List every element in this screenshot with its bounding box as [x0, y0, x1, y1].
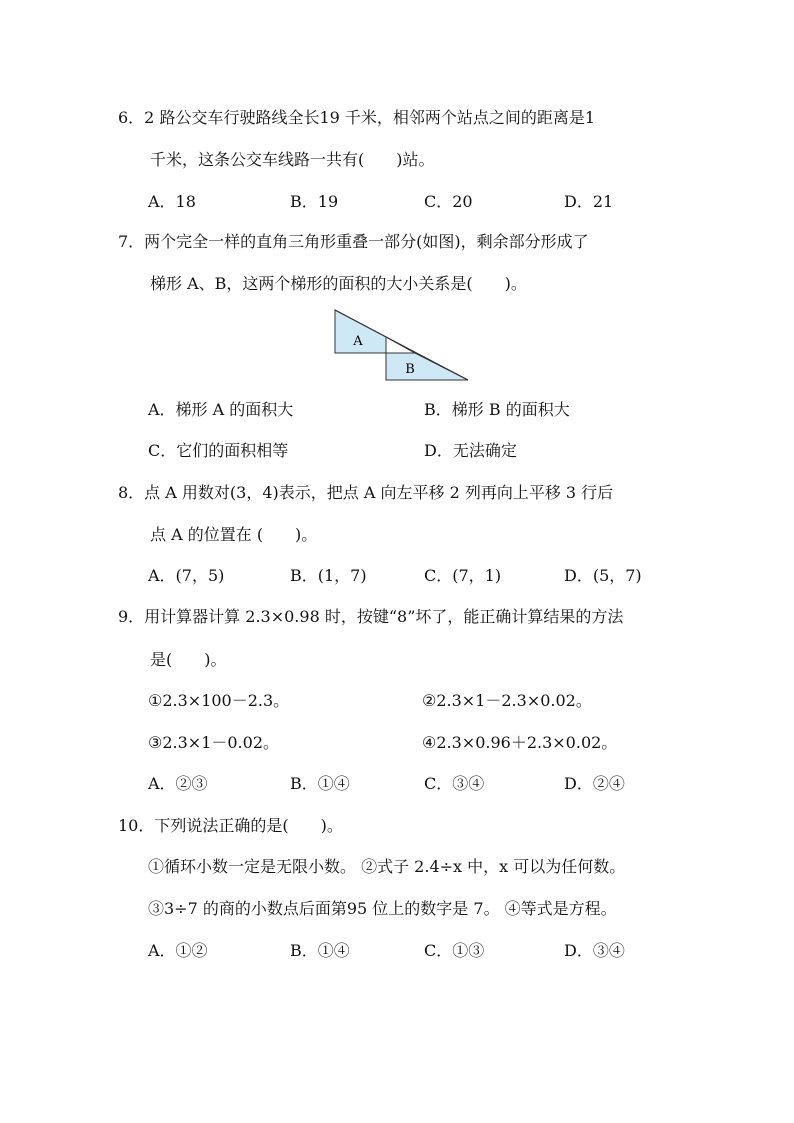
q6-option-d: D．21: [564, 192, 614, 211]
q10-stem-line1: 10．下列说法正确的是( )。: [118, 816, 343, 835]
q9-stem-line1: 9．用计算器计算 2.3×0.98 时，按键“8”坏了，能正确计算结果的方法: [118, 607, 624, 626]
q7-option-b: B．梯形 B 的面积大: [424, 400, 570, 419]
q8-option-b: B．(1，7): [290, 566, 367, 585]
q6-stem-line2: 千米，这条公交车线路一共有( )站。: [150, 150, 435, 169]
trapezoid-b: [386, 353, 468, 380]
q9-option-d: D．②④: [564, 774, 625, 793]
q9-option-c: C．③④: [424, 774, 485, 793]
q6-stem-line1: 6．2 路公交车行驶路线全长19 千米，相邻两个站点之间的距离是1: [118, 108, 596, 127]
q10-option-a: A．①②: [148, 941, 208, 960]
q10-option-b: B．①④: [290, 941, 350, 960]
q8-option-c: C．(7，1): [424, 566, 502, 585]
q9-method-4: ④2.3×0.96＋2.3×0.02。: [422, 733, 618, 752]
q7-stem-line2: 梯形 A、B，这两个梯形的面积的大小关系是( )。: [150, 274, 527, 293]
q10-option-c: C．①③: [424, 941, 485, 960]
q10-statements-line2: ③3÷7 的商的小数点后面第95 位上的数字是 7。 ④等式是方程。: [148, 899, 617, 918]
q10-option-d: D．③④: [564, 941, 625, 960]
q7-option-a: A．梯形 A 的面积大: [148, 400, 294, 419]
q10-statements-line1: ①循环小数一定是无限小数。 ②式子 2.4÷x 中，x 可以为任何数。: [148, 857, 626, 876]
q8-option-d: D．(5，7): [564, 566, 642, 585]
q9-stem-line2: 是( )。: [150, 650, 227, 669]
q9-option-b: B．①④: [290, 774, 350, 793]
q7-option-d: D．无法确定: [424, 441, 517, 460]
trapezoid-b-label: B: [405, 362, 415, 377]
q6-option-b: B．19: [290, 192, 339, 211]
q9-method-3: ③2.3×1－0.02。: [148, 733, 280, 752]
q7-stem-line1: 7．两个完全一样的直角三角形重叠一部分(如图)，剩余部分形成了: [118, 232, 589, 251]
q8-stem-line2: 点 A 的位置在 ( )。: [150, 525, 318, 544]
q9-method-1: ①2.3×100－2.3。: [148, 691, 290, 710]
q9-option-a: A．②③: [148, 774, 208, 793]
q8-option-a: A．(7，5): [148, 566, 225, 585]
q6-option-c: C．20: [424, 192, 473, 211]
overlapping-triangles-figure: [334, 309, 472, 383]
q9-method-2: ②2.3×1－2.3×0.02。: [422, 691, 592, 710]
q8-stem-line1: 8．点 A 用数对(3，4)表示，把点 A 向左平移 2 列再向上平移 3 行后: [118, 483, 614, 502]
q7-option-c: C．它们的面积相等: [148, 441, 289, 460]
trapezoid-a-label: A: [353, 334, 363, 349]
q6-option-a: A．18: [148, 192, 196, 211]
